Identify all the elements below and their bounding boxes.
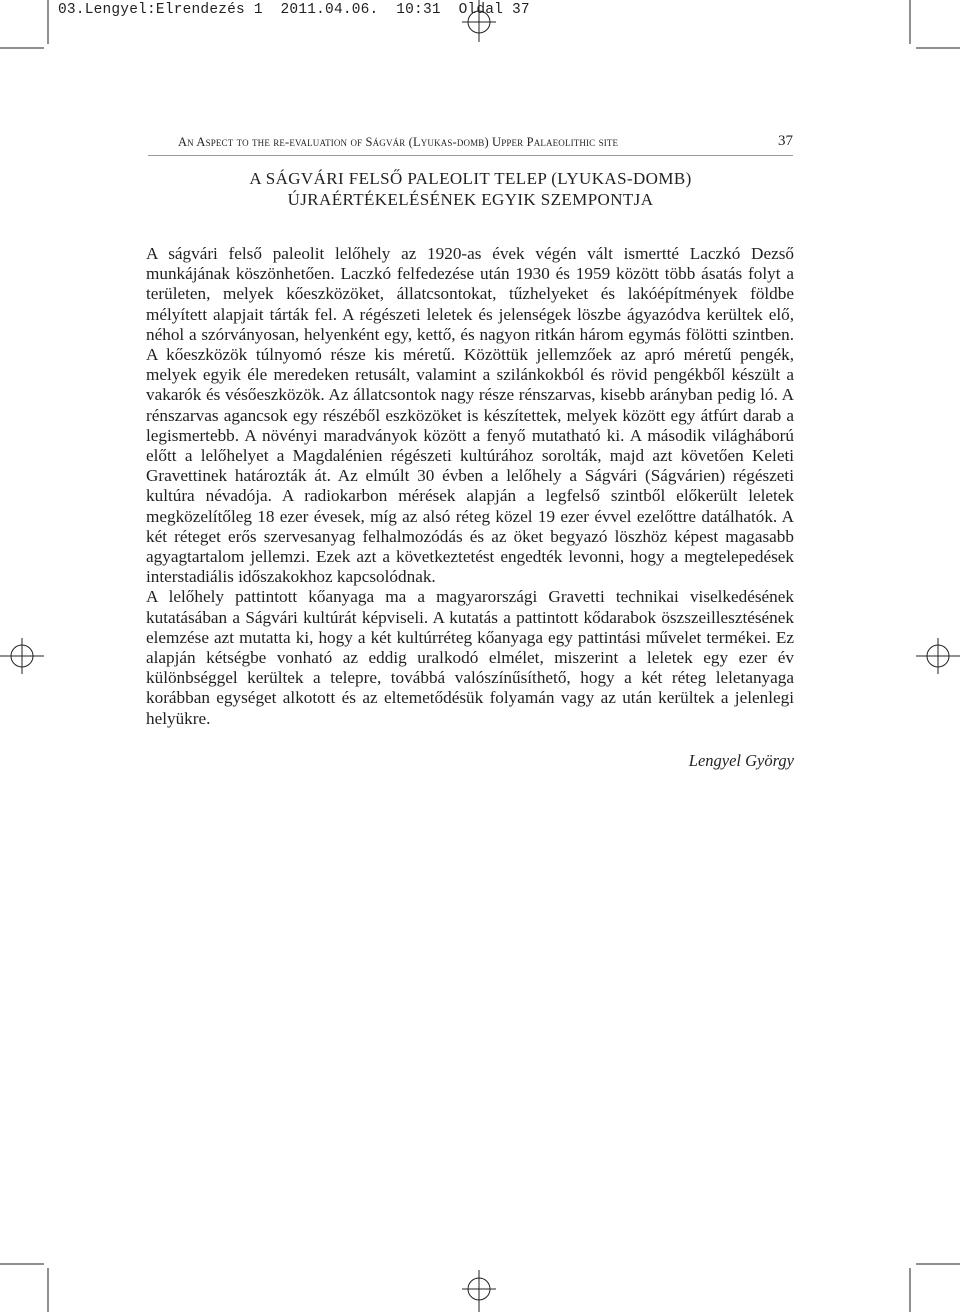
article-body [146, 244, 794, 729]
title-line-2: ÚJRAÉRTÉKELÉSÉNEK EGYIK SZEMPONTJA [287, 190, 654, 209]
registration-mark-top [462, 0, 496, 42]
page-number: 37 [778, 133, 793, 149]
paragraph-1: A ságvári felső paleolit lelőhely az 1920-as évek végén vált ismertté Laczkó Dezső munkájának köszönhetően. Laczkó felfedezése után 1930 és 1959 között több ásatás folyt a területen, melyek kőeszközöket, állatcsontokat, tűzhelyeket és lakóépítmények földbe mélyített alapjait tárták fel. A régészeti leletek és jelenségek löszbe ágyazódva kerültek elő, néhol a szórványosan, helyenként egy, kettő, és nagyon ritkán három egymás fölötti szintben. A kőeszközök túlnyomó része kis méretű. Közöttük jellemzőek az apró méretű pengék, melyek egyik éle meredeken retusált, valamint a szilánkokból és rövid pengékből készült a vakarók és vésőeszközök. Az állatcsontok nagy része rénszarvas, kisebb arányban pedig ló. A rénszarvas agancsok egy részéből eszközöket is készítettek, melyek között egy átfúrt darab a legismertebb. A növényi maradványok között a fenyő mutatható ki. A második világháború előtt a lelőhelyet a Magdalénien régészeti kultúrához sorolták, majd azt követően Keleti Gravettinek határozták át. Az elmúlt 30 évben a lelőhely a Ságvári (Ságvárien) régészeti kultúra névadója. A radiokarbon mérések alapján a legfelső szintből előkerült leletek megközelítőleg 18 ezer évesek, míg az alsó réteg közel 19 ezer évvel ezelőttre datálhatók. A két réteget erős szervesanyag felhalmozódás és az öket begyazó löszhöz képest magasabb agyagtartalom jellemzi. Ezek azt a következtetést engedték levonni, hogy a megtelepedések interstadiális időszakokhoz kapcsolódnak. [146, 244, 794, 587]
article-title [148, 168, 793, 210]
title-line-1: A SÁGVÁRI FELSŐ PALEOLIT TELEP (LYUKAS-DOMB) [249, 169, 692, 188]
registration-mark-right [916, 638, 960, 674]
running-header [148, 133, 793, 156]
print-slug: 03.Lengyel:Elrendezés 1 2011.04.06. 10:31 Oldal 37 [58, 2, 530, 18]
paragraph-2: A lelőhely pattintott kőanyaga ma a magyarországi Gravetti technikai viselkedésének kutatásában a Ságvári kultúrát képviseli. A kutatás a pattintott kődarabok öszszeillesztésének elemzése azt mutatta ki, hogy a két kultúrréteg kőanyaga egy pattintási művelet termékei. Ez alapján kétségbe vonható az eddig uralkodó elmélet, miszerint a leletek egy ezer év különbséggel kerültek a telepre, továbbá valószínűsíthető, hogy a két réteg leletanyaga korábban egységet alkotott és az eltemetődésük folyamán vagy az után kerültek a jelenlegi helyükre. [146, 587, 794, 728]
registration-mark-left [0, 638, 44, 674]
running-title: An Aspect to the re-evaluation of Ságvár (Lyukas-domb) Upper Palaeolithic site [178, 135, 619, 149]
registration-mark-bottom [462, 1270, 496, 1312]
author-signature: Lengyel György [688, 751, 794, 770]
